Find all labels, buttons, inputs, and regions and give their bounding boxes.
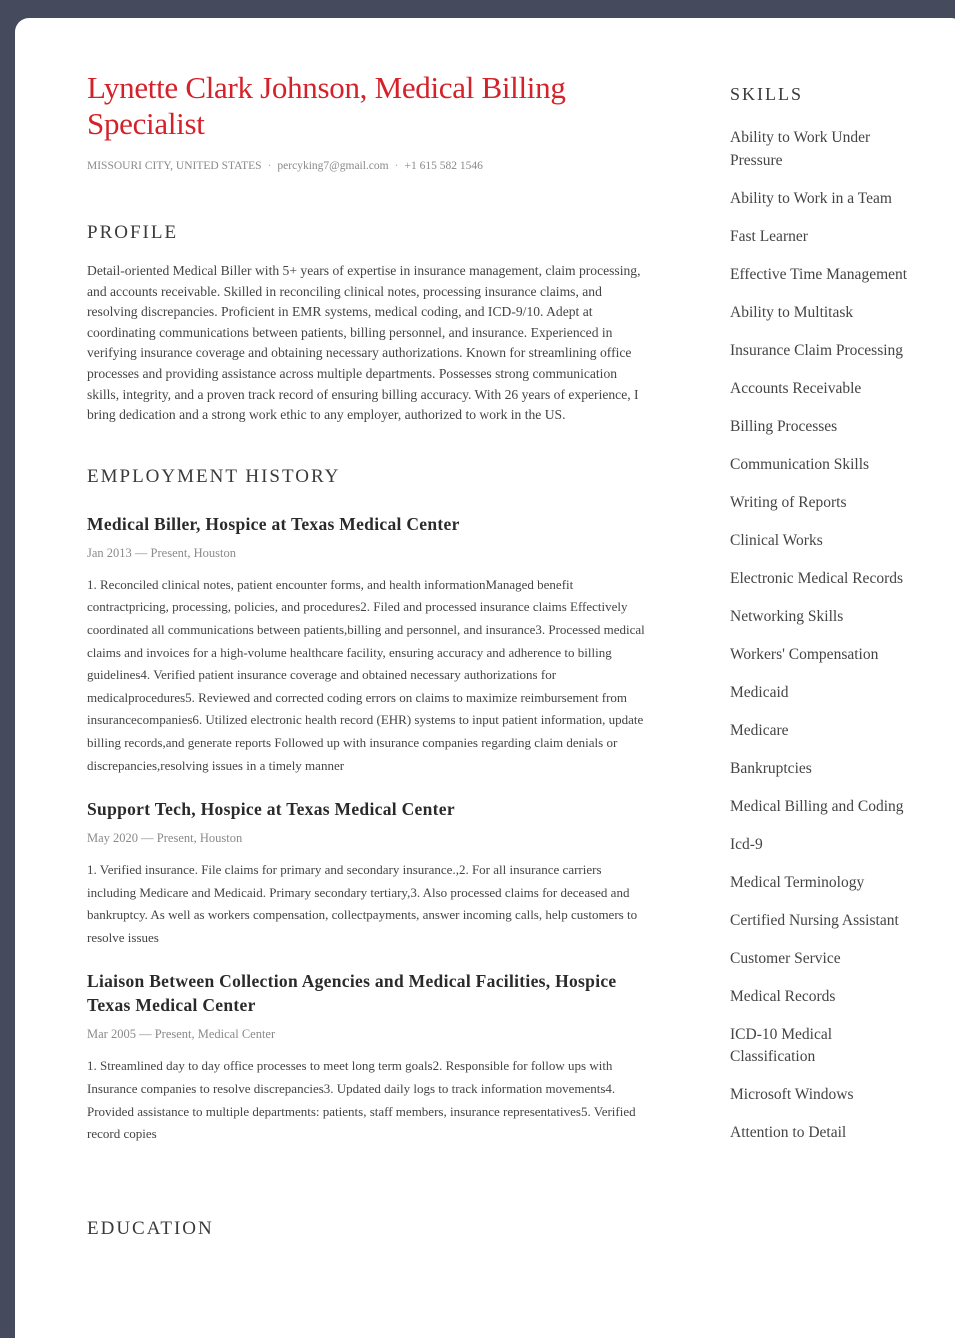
employment-heading: EMPLOYMENT HISTORY [87,465,341,487]
skill-item: Insurance Claim Processing [730,341,904,359]
job-entry [87,969,647,1145]
skill-item: Medical Terminology [730,873,865,891]
name-title: Lynette Clark Johnson, Medical Billing Specialist [87,70,566,141]
skill-item: Communication Skills [730,455,870,473]
profile-heading: PROFILE [87,222,179,243]
skill-item: Customer Service [730,949,841,967]
skill-item: Medical Records [730,987,836,1005]
resume-page [15,18,955,1338]
email[interactable]: percyking7@gmail.com [277,160,389,172]
skill-item: Microsoft Windows [730,1086,854,1103]
education-heading: EDUCATION [87,1218,214,1239]
skill-item: Electronic Medical Records [730,569,904,587]
job-entry [87,512,647,777]
contact-line [87,160,647,172]
job-meta: May 2020 — Present, Houston [87,831,243,846]
skills-heading: SKILLS [730,84,804,104]
skill-item: Ability to Multitask [730,303,854,321]
job-entry [87,797,647,949]
job-description: 1. Streamlined day to day office processes to meet long term goals2. Responsible for follow ups with Insurance companies to resolve discrepancies3. Updated daily logs to track information movements4. Provided assistance to multiple departments: patients, staff members, insurance representatives5. Verified record copies [87,1058,636,1142]
job-title: Support Tech, Hospice at Texas Medical Center [87,799,455,820]
job-title: Medical Biller, Hospice at Texas Medical Center [87,513,460,534]
main-column [87,70,647,1146]
skill-item: Medicare [730,721,789,739]
job-meta: Mar 2005 — Present, Medical Center [87,1027,276,1042]
job-description: 1. Reconciled clinical notes, patient encounter forms, and health informationManaged benefit contractpricing, processing, policies, and procedures2. Filed and processed insurance claims Effectively coordinated all communications between patients,billing and personnel, and insurance3. Processed medical claims and invoices for a high-volume healthcare facility, ensuring accuracy and adherence to billing guidelines4. Verified patient insurance coverage and obtained necessary authorizations for medicalprocedures5. Reviewed and corrected coding errors on claims to maximize reimbursement from insurancecompanies6. Utilized electronic health record (EHR) systems to input patient information, update billing records,and generate reports Followed up with insurance companies regarding claim denials or discrepancies,resolving issues in a timely manner [87,576,645,773]
skill-item: Certified Nursing Assistant [730,911,899,929]
separator: · [394,160,399,172]
skill-item: Effective Time Management [730,265,908,283]
skills-list [730,127,920,1145]
phone[interactable]: +1 615 582 1546 [404,160,483,172]
skill-item: Medical Billing and Coding [730,797,904,815]
skills-column [730,84,920,1160]
skill-item: Writing of Reports [730,493,847,511]
profile-text: Detail-oriented Medical Biller with 5+ years of expertise in insurance management, claim processing, and accounts receivable. Skilled in reconciling clinical notes, processing insurance claims, and resolving discrepancies. Proficient in EMR systems, medical coding, and ICD-9/10. Adept at coordinating communications between patients, billing personnel, and insurance. Experienced in verifying insurance coverage and obtaining necessary authorizations. Known for streamlining office processes and providing assistance across multiple departments. Possesses strong communication skills, integrity, and a proven track record of ensuring billing accuracy. With 26 years of experience, I bring dedication and a strong work ethic to any employer, authorized to work in the US. [87,263,641,423]
skill-item: Clinical Works [730,531,823,549]
skill-item: ICD-10 Medical Classification [730,1025,833,1065]
job-description: 1. Verified insurance. File claims for primary and secondary insurance.,2. For all insurance carriers including Medicare and Medicaid. Primary secondary tertiary,3. Also processed claims for deceased and bankruptcy. As well as workers compensation, collectpayments, answer incoming calls, help customers to resolve issues [87,862,638,945]
skill-item: Ability to Work Under Pressure [730,129,871,169]
skill-item: Billing Processes [730,417,838,435]
job-title: Liaison Between Collection Agencies and Medical Facilities, Hospice Texas Medical Center [87,971,617,1016]
separator: · [267,160,272,172]
skill-item: Workers' Compensation [730,645,879,663]
skill-item: Ability to Work in a Team [730,189,892,207]
skill-item: Fast Learner [730,227,808,245]
skill-item: Medicaid [730,683,789,701]
skill-item: Bankruptcies [730,759,812,777]
location: MISSOURI CITY, UNITED STATES [87,160,262,172]
job-list [87,512,647,1146]
job-meta: Jan 2013 — Present, Houston [87,545,236,560]
skill-item: Accounts Receivable [730,379,862,397]
skill-item: Networking Skills [730,607,844,625]
skill-item: Attention to Detail [730,1124,847,1141]
skill-item: Icd-9 [730,835,763,853]
